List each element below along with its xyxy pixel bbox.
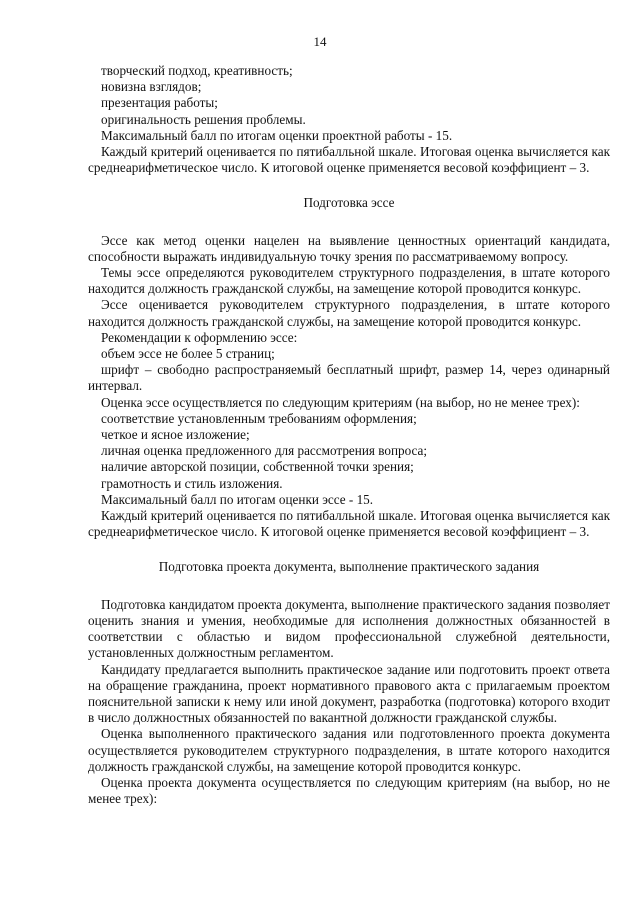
paragraph: объем эссе не более 5 страниц; — [101, 346, 275, 362]
paragraph: грамотность и стиль изложения. — [101, 475, 283, 491]
section-heading: Подготовка эссе — [303, 195, 395, 211]
spacer — [88, 176, 610, 195]
paragraph: четкое и ясное изложение; — [101, 427, 250, 443]
paragraph: Оценка проекта документа осуществляется по следующим критериям (на выбор, но не менее трех): — [88, 774, 610, 807]
paragraph: Эссе оценивается руководителем структурного подразделения, в штате которого находится должность гражданской службы, на замещение которой проводится конкурс. — [88, 297, 610, 329]
paragraph: наличие авторской позиции, собственной точки зрения; — [101, 459, 414, 475]
paragraph: Каждый критерий оценивается по пятибалльной шкале. Итоговая оценка вычисляется как среднеарифметическое число. К итоговой оценке применяется весовой коэффициент – 3. — [88, 144, 610, 176]
paragraph: шрифт – свободно распространяемый бесплатный шрифт, размер 14, через одинарный интервал. — [88, 362, 610, 394]
paragraph: личная оценка предложенного для рассмотрения вопроса; — [101, 443, 428, 459]
paragraph: оригинальность решения проблемы. — [101, 111, 306, 127]
spacer — [88, 576, 610, 597]
paragraph: Оценка эссе осуществляется по следующим критериям (на выбор, но не менее трех): — [101, 394, 580, 410]
spacer — [88, 540, 610, 559]
paragraph: Эссе как метод оценки нацелен на выявление ценностных ориентаций кандидата, способности выражать индивидуальную точку зрения по рассматриваемому вопросу. — [88, 232, 610, 264]
spacer — [88, 212, 610, 233]
paragraph: Максимальный балл по итогам оценки эссе - 15. — [101, 491, 374, 507]
paragraph: Максимальный балл по итогам оценки проектной работы - 15. — [101, 127, 453, 143]
paragraph: соответствие установленным требованиям оформления; — [101, 410, 417, 426]
paragraph: творческий подход, креативность; — [101, 63, 293, 78]
paragraph: новизна взглядов; — [101, 79, 202, 95]
document-body — [88, 63, 610, 807]
paragraph: Оценка выполненного практического задания или подготовленного проекта документа осуществляется руководителем структурного подразделения, в штате которого находится должность гражданской службы, на замещение которой проводится конкурс. — [88, 726, 610, 774]
page-number: 14 — [313, 34, 327, 49]
paragraph: Рекомендации к оформлению эссе: — [101, 329, 298, 345]
paragraph: Кандидату предлагается выполнить практическое задание или подготовить проект ответа на обращение гражданина, проект нормативного правового акта с прилагаемым проектом пояснительной записки к нему или иной документ, разработка (подготовка) которого входит в число должностных обязанностей по вакантной должности гражданской службы. — [88, 661, 610, 726]
section-heading: Подготовка проекта документа, выполнение практического задания — [158, 559, 540, 575]
paragraph: презентация работы; — [101, 95, 218, 111]
paragraph: Темы эссе определяются руководителем структурного подразделения, в штате которого находится должность гражданской службы, на замещение которой проводится конкурс. — [88, 265, 610, 297]
paragraph: Каждый критерий оценивается по пятибалльной шкале. Итоговая оценка вычисляется как среднеарифметическое число. К итоговой оценке применяется весовой коэффициент – 3. — [88, 508, 610, 540]
paragraph: Подготовка кандидатом проекта документа, выполнение практического задания позволяет оценить знания и умения, необходимые для исполнения должностных обязанностей в соответствии с областью и видом профессиональной служебной деятельности, установленных должностным регламентом. — [88, 596, 610, 661]
